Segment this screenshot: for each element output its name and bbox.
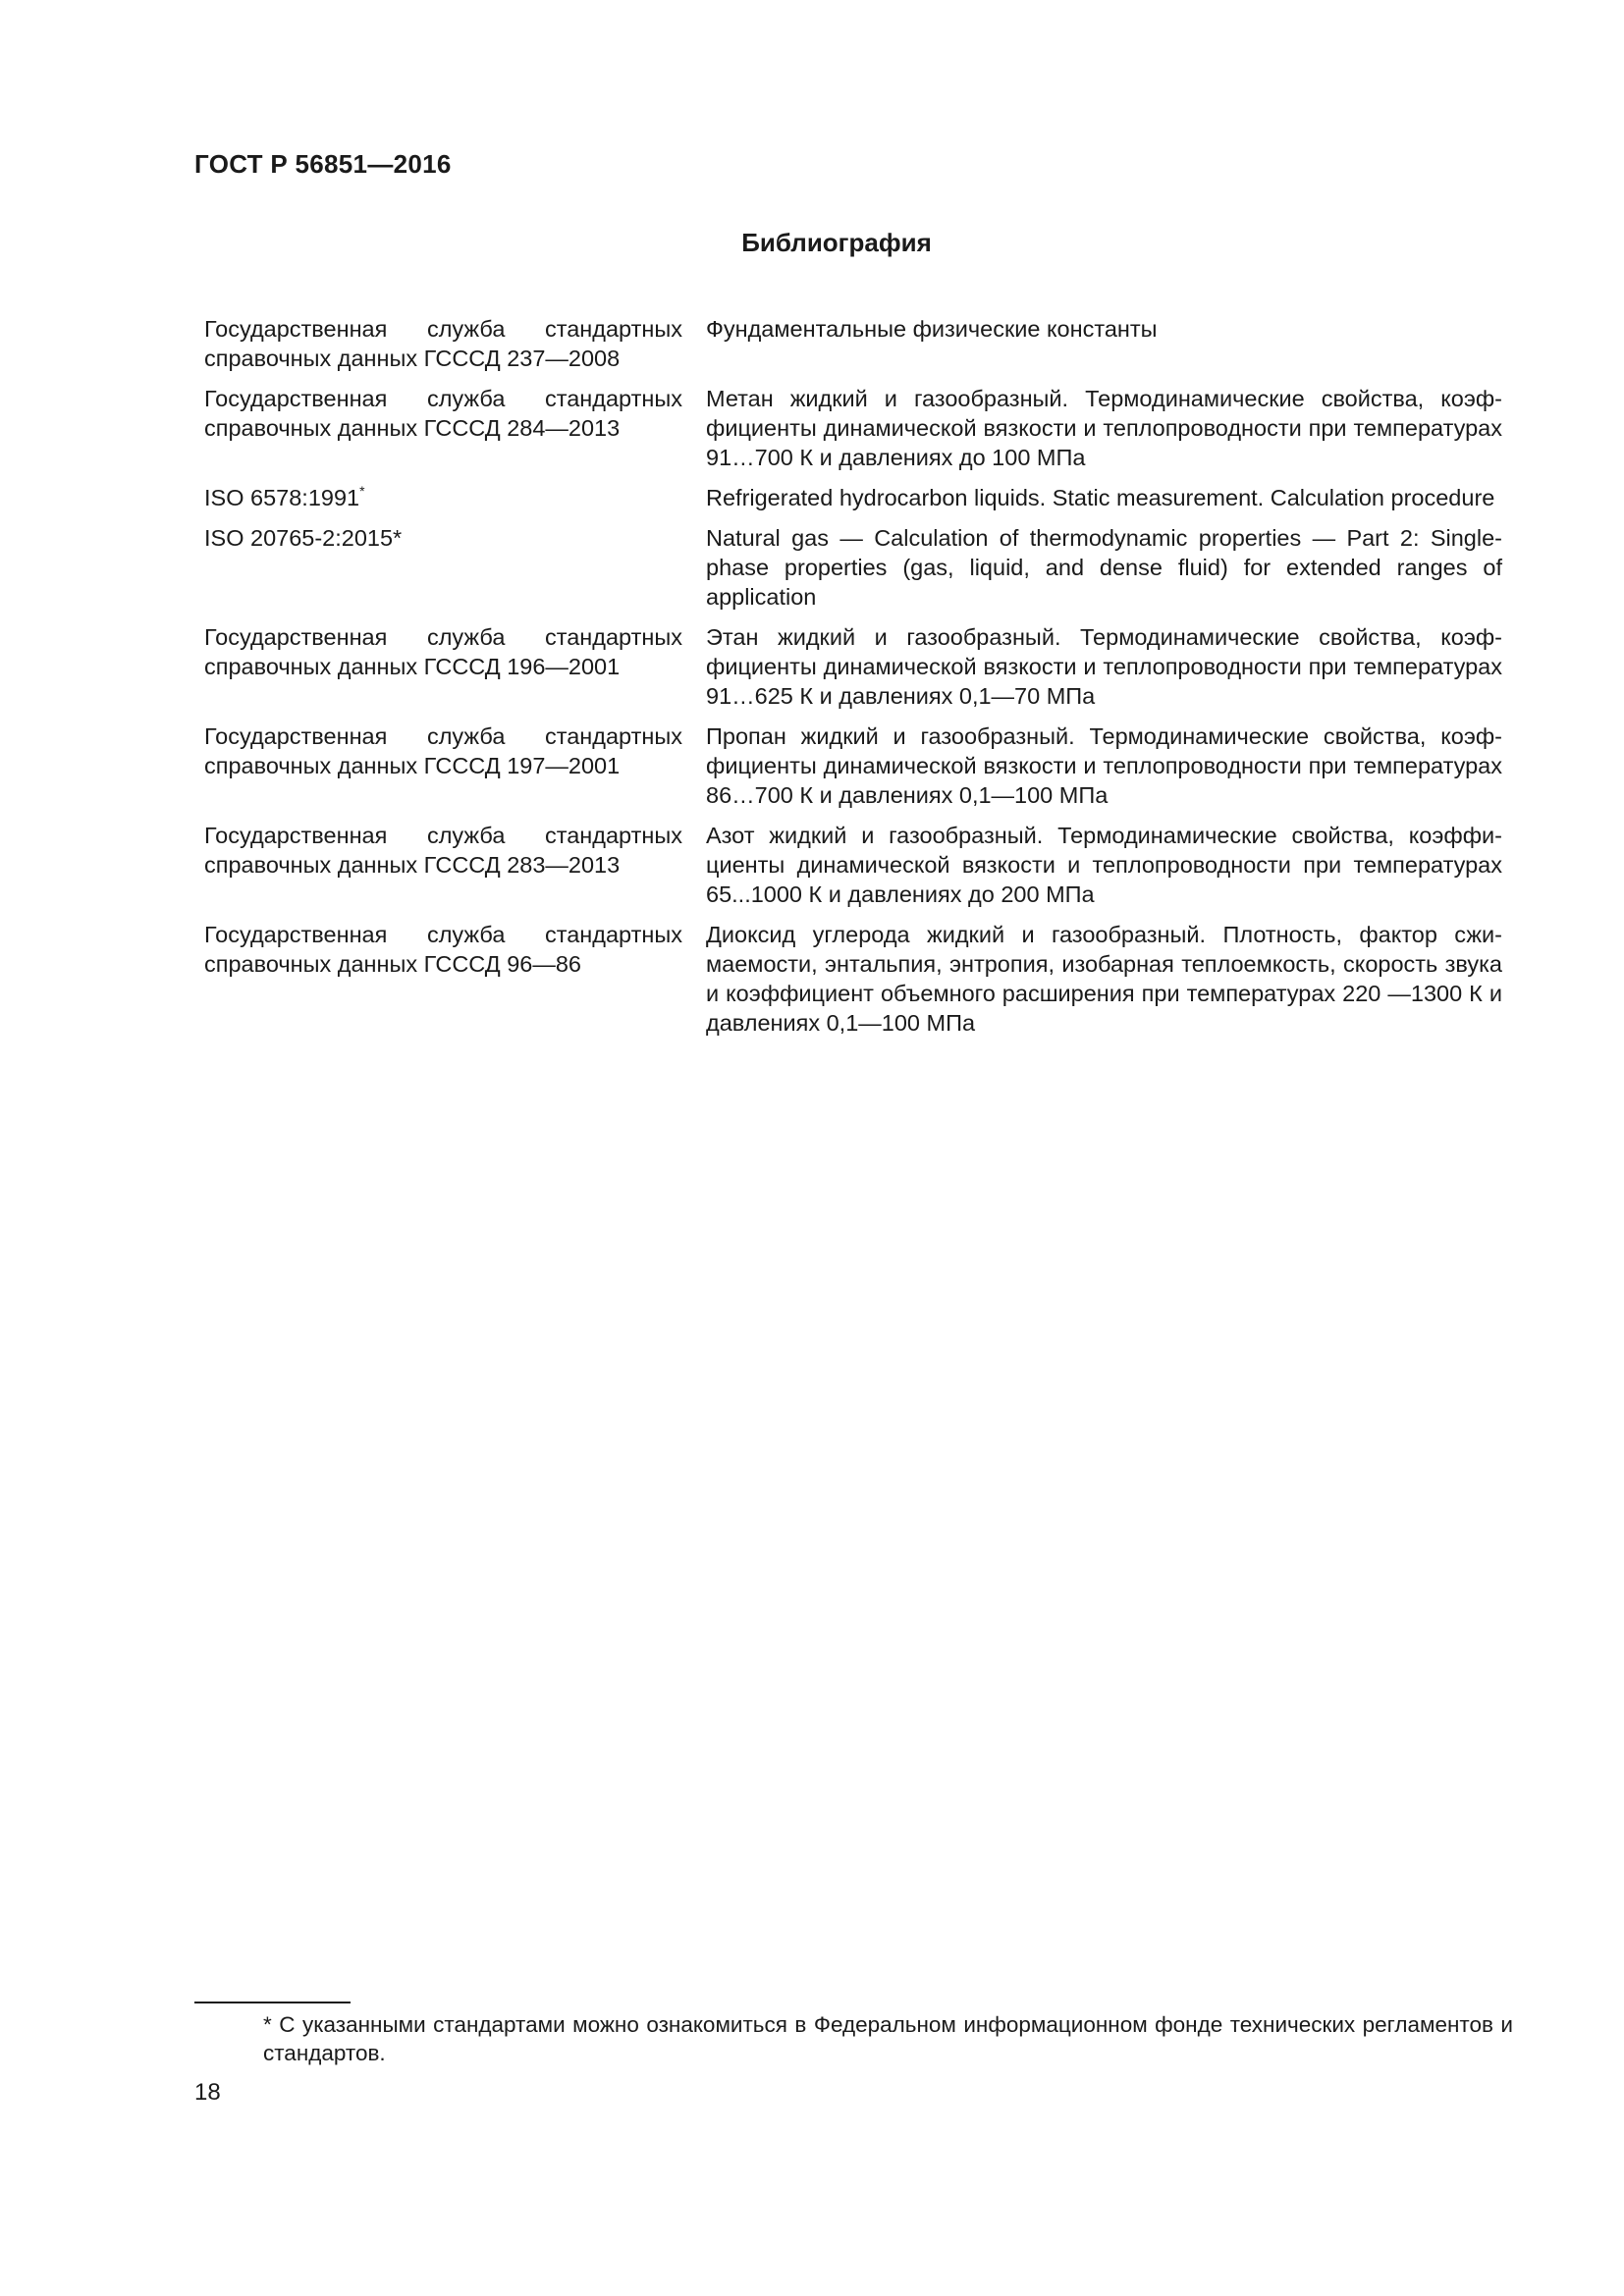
bibliography-title: Пропан жидкий и газообразный. Термодинамические свойства, коэффициенты динамической вязкости и теплопроводности при температурах 86…700 К и давлениях 0,1—100 МПа <box>706 723 1502 808</box>
bibliography-list <box>204 314 1502 1048</box>
footnote <box>194 2010 1513 2067</box>
footnote-text: * С указанными стандартами можно ознакомиться в Федеральном информационном фонде технических регламентов и стандартов. <box>263 2012 1513 2065</box>
bibliography-ref: Государственная служба стандартных справочных данных ГСССД 197—2001 <box>204 723 682 778</box>
bibliography-title: Фундаментальные физические константы <box>706 316 1158 342</box>
document-id-header: ГОСТ Р 56851—2016 <box>194 149 452 179</box>
bibliography-ref: Государственная служба стандартных справочных данных ГСССД 196—2001 <box>204 624 682 679</box>
bibliography-entry <box>204 314 1502 373</box>
bibliography-ref: Государственная служба стандартных справочных данных ГСССД 283—2013 <box>204 823 682 878</box>
bibliography-ref: Государственная служба стандартных справочных данных ГСССД 284—2013 <box>204 386 682 441</box>
bibliography-entry <box>204 622 1502 711</box>
bibliography-entry <box>204 920 1502 1038</box>
footnote-marker: * <box>359 483 365 499</box>
page-number: 18 <box>194 2079 221 2106</box>
bibliography-entry <box>204 384 1502 472</box>
bibliography-entry <box>204 821 1502 909</box>
bibliography-ref <box>204 483 682 512</box>
footnote-divider <box>194 2002 351 2003</box>
bibliography-entry <box>204 523 1502 612</box>
bibliography-title: Natural gas — Calculation of thermodynamic properties — Part 2: Single-phase properties (gas, liquid, and dense fluid) for extended ranges of application <box>706 525 1502 610</box>
bibliography-title: Диоксид углерода жидкий и газообразный. Плотность, фактор сжимаемости, энтальпия, энтропия, изобарная теплоемкость, скорость звука и коэффициент объемного расширения при температурах 220 —1300 К и давлениях 0,1—100 МПа <box>706 922 1502 1036</box>
bibliography-ref: ISO 20765-2:2015* <box>204 525 403 551</box>
bibliography-entry <box>204 483 1502 512</box>
bibliography-title: Этан жидкий и газообразный. Термодинамические свойства, коэффициенты динамической вязкости и теплопроводности при температурах 91…625 К и давлениях 0,1—70 МПа <box>706 624 1502 709</box>
bibliography-entry <box>204 721 1502 810</box>
bibliography-title: Метан жидкий и газообразный. Термодинамические свойства, коэффициенты динамической вязкости и теплопроводности при температурах 91…700 К и давлениях до 100 МПа <box>706 386 1502 470</box>
bibliography-ref: Государственная служба стандартных справочных данных ГСССД 237—2008 <box>204 316 682 371</box>
bibliography-title: Азот жидкий и газообразный. Термодинамические свойства, коэффициенты динамической вязкости и теплопроводности при температурах 65...1000 К и давлениях до 200 МПа <box>706 823 1502 907</box>
section-title: Библиография <box>741 228 932 257</box>
bibliography-ref: Государственная служба стандартных справочных данных ГСССД 96—86 <box>204 922 682 977</box>
bibliography-ref-text: ISO 6578:1991 <box>204 485 360 510</box>
bibliography-title: Refrigerated hydrocarbon liquids. Static measurement. Calculation procedure <box>706 485 1495 510</box>
